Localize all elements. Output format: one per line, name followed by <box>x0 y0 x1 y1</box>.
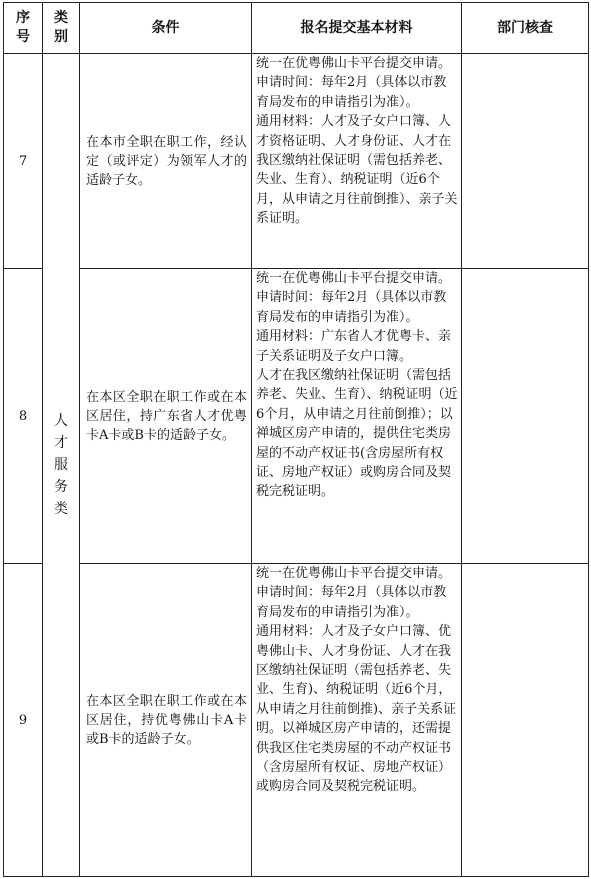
materials-paragraph: 统一在优粤佛山卡平台提交申请。 <box>256 566 452 581</box>
materials-paragraph: 统一在优粤佛山卡平台提交申请。 <box>256 271 452 286</box>
materials-cell <box>252 54 462 269</box>
row-index: 9 <box>4 564 43 877</box>
header-materials: 报名提交基本材料 <box>252 3 462 54</box>
table-row <box>4 269 589 564</box>
row-index: 8 <box>4 269 43 564</box>
materials-paragraph: 申请时间：每年2月（具体以市教育局发布的申请指引为准）。 <box>256 75 447 110</box>
condition-cell: 在本区全职在职工作或在本区居住，持优粤佛山卡A卡或B卡的适龄子女。 <box>80 564 252 877</box>
review-cell <box>462 564 589 877</box>
materials-paragraph: 人才在我区缴纳社保证明（需包括养老、失业、生育）、纳税证明（近6个月，从申请之月往前倒推）；以禅城区房产申请的，提供住宅类房屋的不动产权证书(含房屋所有权证、房地产权证）或购房合同及契税完税证明。 <box>256 368 458 500</box>
materials-paragraph: 申请时间：每年2月（具体以市教育局发布的申请指引为准）。 <box>256 585 447 620</box>
review-cell <box>462 269 589 564</box>
materials-paragraph: 通用材料：广东省人才优粤卡、亲子关系证明及子女户口簿。 <box>256 329 452 364</box>
condition-cell: 在本市全职在职工作，经认定（或评定）为领军人才的适龄子女。 <box>80 54 252 269</box>
header-index: 序 号 <box>4 3 43 54</box>
review-cell <box>462 54 589 269</box>
table-row <box>4 54 589 269</box>
header-condition: 条件 <box>80 3 252 54</box>
materials-paragraph: 申请时间：每年2月（具体以市教育局发布的申请指引为准）。 <box>256 290 447 325</box>
materials-cell <box>252 564 462 877</box>
table-row <box>4 564 589 877</box>
materials-paragraph: 通用材料：人才及子女户口簿、人才资格证明、人才身份证、人才在我区缴纳社保证明（需包括养老、失业、生育）、纳税证明（近6个月，从申请之月往前倒推）、亲子关系证明。 <box>256 114 458 227</box>
condition-cell: 在本区全职在职工作或在本区居住，持广东省人才优粤卡A卡或B卡的适龄子女。 <box>80 269 252 564</box>
row-index: 7 <box>4 54 43 269</box>
talent-service-table <box>3 2 589 877</box>
header-row <box>4 3 589 54</box>
header-review: 部门核查 <box>462 3 589 54</box>
header-category: 类 别 <box>43 3 80 54</box>
materials-cell <box>252 269 462 564</box>
category-cell <box>43 54 80 877</box>
category-label: 人才服务类 <box>54 413 68 517</box>
materials-paragraph: 统一在优粤佛山卡平台提交申请。 <box>256 56 452 71</box>
materials-paragraph: 通用材料：人才及子女户口簿、优粤佛山卡、人才身份证、人才在我区缴纳社保证明（需包括养老、失业、生育)、纳税证明（近6个月，从申请之月往前倒推)、亲子关系证明。以禅城区房产申请的，还需提供我区住宅类房屋的不动产权证书（含房屋所有权证、房地产权证）或购房合同及契税完税证明。 <box>256 624 457 795</box>
